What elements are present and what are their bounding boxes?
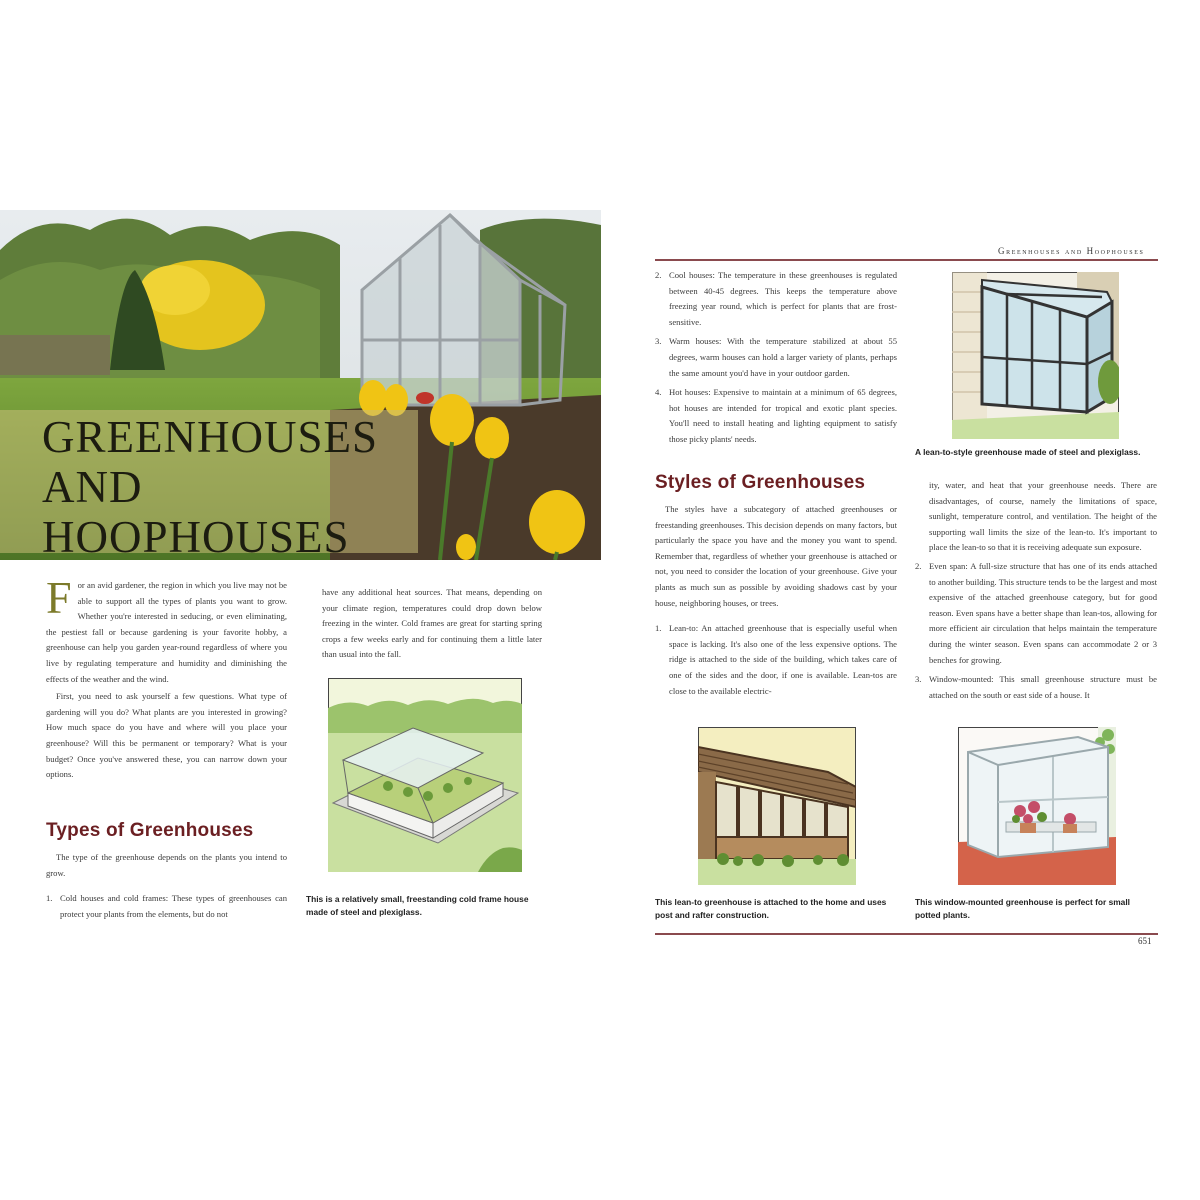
intro-column-1 <box>46 572 287 784</box>
title-line-3: HOOPHOUSES <box>42 512 350 562</box>
coldframe-illustration <box>328 678 522 872</box>
list-item: 1. Cold houses and cold frames: These types of greenhouses can protect your plants from the elements, but do not <box>46 893 287 919</box>
intro-col2-text: have any additional heat sources. That means, depending on your climate region, temperatures could drop down below freezing in the winter. Cold frames are great for starting spring crops a few weeks early and for continuing them a little later than usual into the fall. <box>322 587 542 660</box>
intro-paragraph-1: F or an avid gardener, the region in which you live may not be able to support all the types of plants you want to grow. Whether you're interested in seducing, or even eliminating, the pestiest fall or because gardening is your favorite hobby, a greenhouse can help you garden year-round regardless of where you live by regulating temperature and humidity and diminishing the effects of the weather and the wind. <box>46 572 287 684</box>
styles-list-1 <box>655 621 897 699</box>
list-item: 2. Cool houses: The temperature in these greenhouses is regulated between 40-45 degrees. This keeps the temperature above freezing year round, which is perfect for plants that are frost-sensitive. <box>655 270 897 327</box>
types-heading: Types of Greenhouses <box>46 820 254 841</box>
list-item: 1. Lean-to: An attached greenhouse that is especially useful when space is lacking. It's also one of the less expensive options. The ridge is attached to the side of the building, which takes care of one of the sides and the door, if one is available. Lean-tos are close to the available electric- <box>655 623 897 696</box>
styles-list-2 <box>915 559 1157 703</box>
list-item: 2. Even span: A full-size structure that has one of its ends attached to another building. This structure tends to be the largest and most expensive of the attached greenhouse category, but for good reason. Even spans have a better shape than lean-tos, allowing for more efficient air circulation that helps maintain the temperature during the winter season. Even spans can accommodate 2 or 3 benches for growing. <box>915 560 1157 665</box>
styles-col2-continuation: ity, water, and heat that your greenhouse needs. There are disadvantages, of course, namely the limitations of space, sunlight, temperature control, and ventilation. The height of the supporting wall limits the size of the lean-to. It's important to place the lean-to so that it is receiving adequate sun exposure. <box>929 480 1157 553</box>
leanto-steel-illustration <box>952 272 1119 439</box>
list-item: 3. Warm houses: With the temperature stabilized at about 55 degrees, warm houses can hold a larger variety of plants, perhaps the same amount you'd have in your outdoor garden. <box>655 336 897 378</box>
styles-heading: Styles of Greenhouses <box>655 472 866 493</box>
types-lead: The type of the greenhouse depends on the plants you intend to grow. <box>46 852 287 878</box>
temperature-list <box>655 268 897 448</box>
list-item: 3. Window-mounted: This small greenhouse structure must be attached on the south or east side of a house. It <box>915 674 1157 700</box>
styles-lead: The styles have a subcategory of attached greenhouses or freestanding greenhouses. This decision depends on many factors, but particularly the space you have and the money you want to spend. Remember that, regardless of whether your greenhouse is attached or not, you need to consider the location of your greenhouse. Give your plants as much sun as possible by avoiding shadows cast by your house, neighboring houses, or trees. <box>655 504 897 608</box>
title-line-2: AND <box>42 462 143 512</box>
footer-rule <box>655 933 1158 935</box>
coldframe-caption: This is a relatively small, freestanding cold frame house made of steel and plexiglass. <box>306 894 529 917</box>
header-rule <box>655 259 1158 261</box>
running-head: Greenhouses and Hoophouses <box>998 246 1145 256</box>
drop-cap: F <box>46 572 72 623</box>
styles-column-2 <box>915 478 1157 707</box>
list-item: 4. Hot houses: Expensive to maintain at a minimum of 65 degrees, hot houses are intended for tropical and exotic plant species. You'll need to install heating and lighting equipment to satisfy those picky plants' needs. <box>655 387 897 444</box>
leanto-wood-illustration <box>698 727 856 885</box>
leanto-bottom-caption: This lean-to greenhouse is attached to the home and uses post and rafter construction. <box>655 897 887 920</box>
intro-paragraph-2: First, you need to ask yourself a few questions. What type of gardening will you do? What plants are you interested in growing? How much space do you have and where will you place your greenhouse? Will this be permanent or temporary? What is your budget? Once you've answered these, you can narrow down your options. <box>46 691 287 780</box>
window-caption: This window-mounted greenhouse is perfect for small potted plants. <box>915 897 1130 920</box>
types-section <box>46 850 287 926</box>
chapter-title <box>42 412 378 562</box>
temperature-list-column <box>655 268 897 452</box>
leanto-top-caption: A lean-to-style greenhouse made of steel and plexiglass. <box>915 447 1141 457</box>
types-list <box>46 891 287 922</box>
title-overlay <box>0 410 418 562</box>
styles-section <box>655 502 897 703</box>
title-line-1: GREENHOUSES <box>42 412 379 462</box>
intro-column-2 <box>322 585 542 663</box>
window-mounted-illustration <box>958 727 1116 885</box>
page-number: 651 <box>1138 936 1152 946</box>
